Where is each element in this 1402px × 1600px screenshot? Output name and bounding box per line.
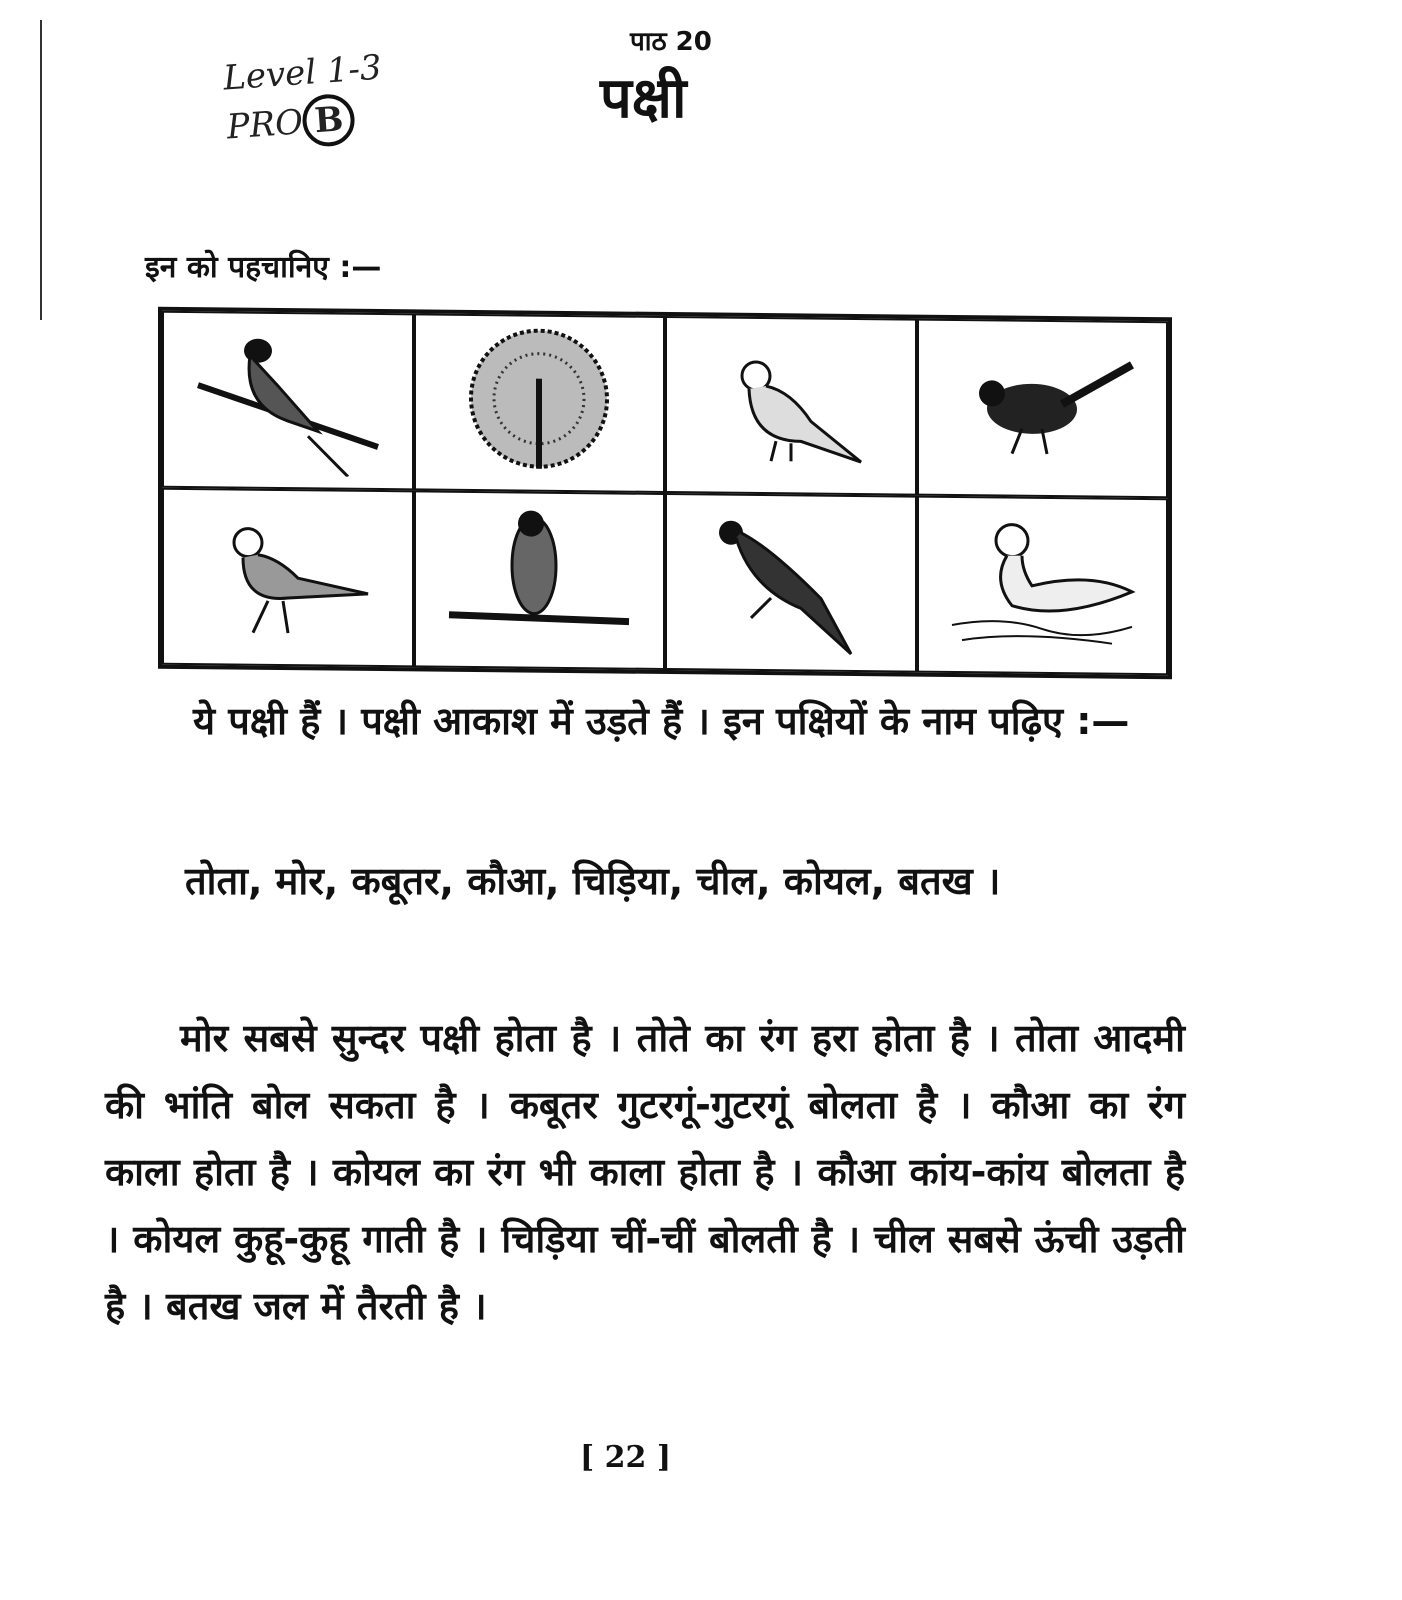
handwritten-note xyxy=(222,45,387,154)
margin-mark xyxy=(40,20,42,320)
peacock-icon xyxy=(439,327,639,479)
sparrow-icon xyxy=(188,502,388,654)
parrot-picture xyxy=(162,311,414,491)
kite-icon xyxy=(439,504,639,656)
peacock-picture xyxy=(414,313,666,493)
duck-icon xyxy=(942,509,1142,661)
sparrow-picture xyxy=(162,488,414,668)
kite-picture xyxy=(414,490,666,670)
instruction-text: इन को पहचानिए :— xyxy=(145,250,382,285)
cuckoo-picture xyxy=(665,493,917,673)
pigeon-picture xyxy=(665,316,917,496)
parrot-icon xyxy=(188,325,388,477)
paragraph-intro: ये पक्षी हैं । पक्षी आकाश में उड़ते हैं । इन पक्षियों के नाम पढ़िए :— xyxy=(193,699,1130,743)
page-title: पक्षी xyxy=(600,66,687,131)
crow-icon xyxy=(942,332,1142,484)
handwritten-line-2: PRO xyxy=(225,102,305,148)
handwritten-line-1: Level 1-3 xyxy=(221,47,383,99)
cuckoo-icon xyxy=(691,507,891,659)
page-number: [ 22 ] xyxy=(580,1440,672,1475)
paragraph-bird-descriptions: मोर सबसे सुन्दर पक्षी होता है । तोते का रंग हरा होता है । तोता आदमी की भांति बोल सकता है । कबूतर गुटरगूं-गुटरगूं बोलता है । कौआ का रंग काला होता है । कोयल का रंग भी काला होता है । कौआ कांय-कांय बोलता है । कोयल कुहू-कुहू गाती है । चिड़िया चीं-चीं बोलती है । चील सबसे ऊंची उड़ती है । बतख जल में तैरती है । xyxy=(105,1016,1186,1328)
crow-picture xyxy=(917,319,1169,499)
paragraph-bird-names: तोता, मोर, कबूतर, कौआ, चिड़िया, चील, कोयल, बतख । xyxy=(185,859,1001,903)
lesson-number: पाठ 20 xyxy=(630,27,712,57)
pigeon-icon xyxy=(691,330,891,482)
circled-mark: B xyxy=(301,93,357,149)
bird-picture-grid xyxy=(158,307,1172,680)
duck-picture xyxy=(917,496,1169,676)
